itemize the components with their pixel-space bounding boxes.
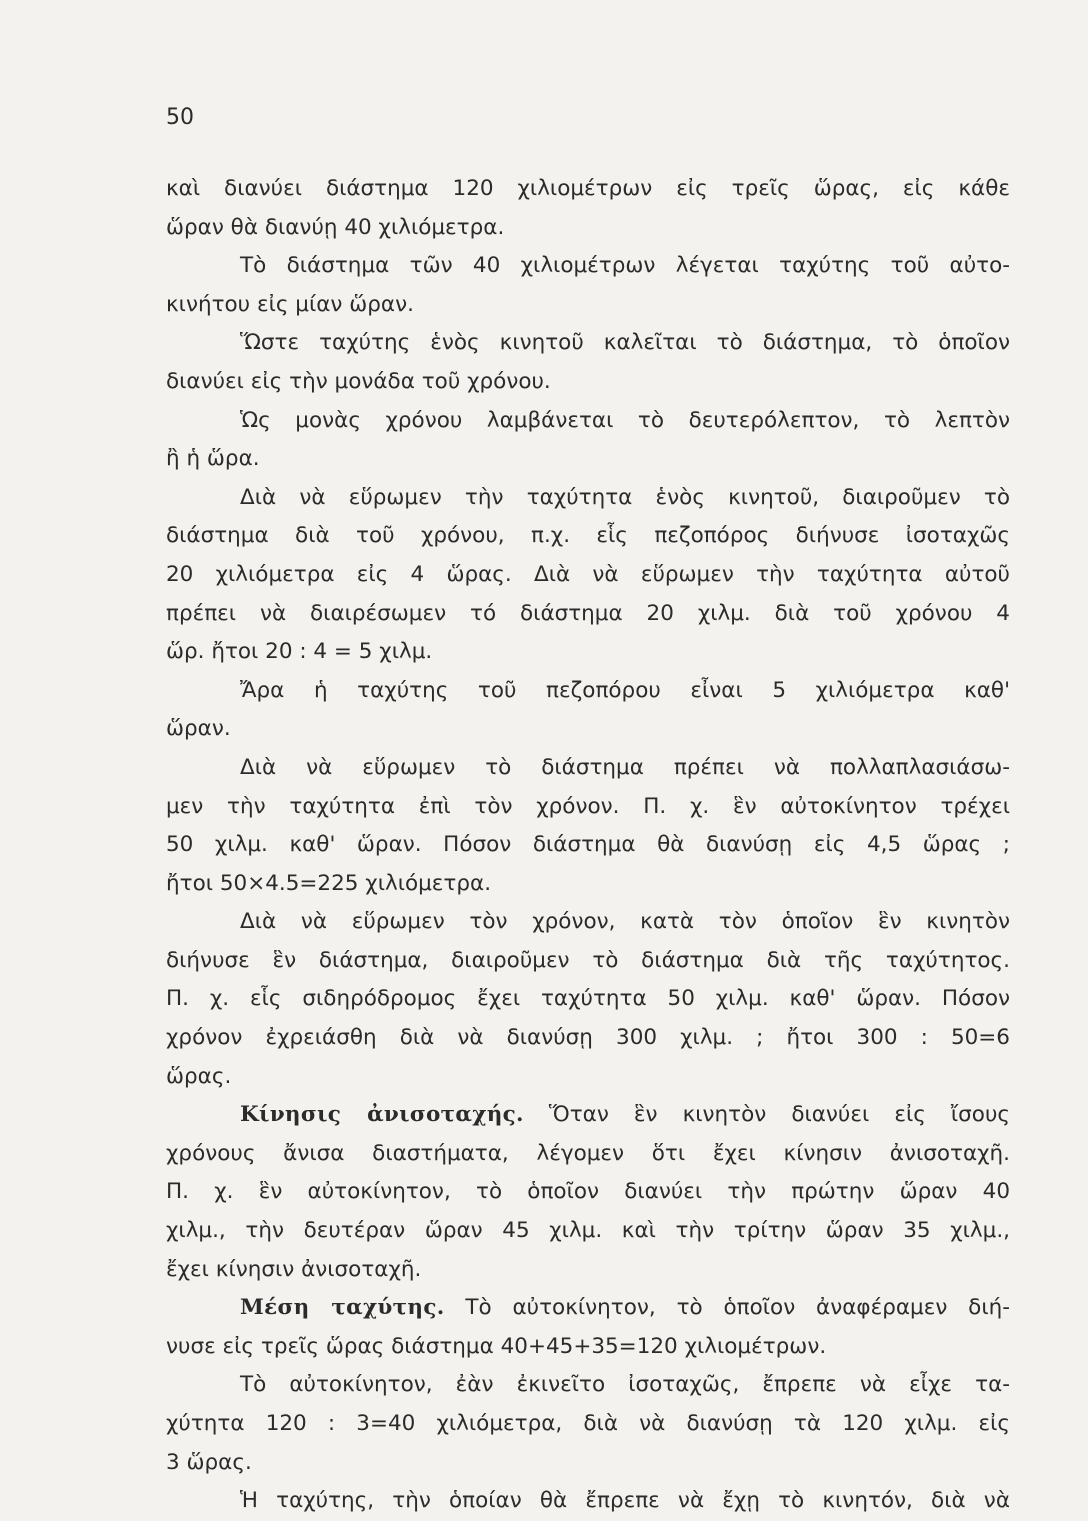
line-text: κινήτου εἰς μίαν ὥραν. <box>166 291 414 317</box>
text-line <box>166 170 1010 209</box>
text-line <box>166 710 1010 749</box>
line-text: ἤτοι 50×4.5=225 χιλιόμετρα. <box>166 870 492 896</box>
line-text: μεν τὴν ταχύτητα ἐπὶ τὸν χρόνον. Π. χ. ἓν αὐτοκίνητον τρέχει <box>166 793 1010 819</box>
line-text: 50 χιλμ. καθ' ὥραν. Πόσον διάστημα θὰ διανύσῃ εἰς 4,5 ὥρας ; <box>166 832 1010 858</box>
line-text: Ὡς μονὰς χρόνου λαμβάνεται τὸ δευτερόλεπτον, τὸ λεπτὸν <box>240 407 1010 433</box>
text-line <box>166 1058 1010 1097</box>
line-text: ὥραν θὰ διανύῃ 40 χιλιόμετρα. <box>166 214 505 240</box>
text-line <box>166 517 1010 556</box>
line-text: ὥραν. <box>166 716 231 742</box>
line-text: Τὸ αὐτοκίνητον, ἐὰν ἐκινεῖτο ἰσοταχῶς, ἔπρεπε νὰ εἶχε τα- <box>240 1372 1010 1398</box>
text-line <box>166 440 1010 479</box>
line-text: ὥρ. ἤτοι 20 : 4 = 5 χιλμ. <box>166 639 433 665</box>
line-text: διανύει εἰς τὴν μονάδα τοῦ χρόνου. <box>166 368 551 394</box>
text-line <box>166 1251 1010 1290</box>
line-text: πρέπει νὰ διαιρέσωμεν τό διάστημα 20 χιλμ. διὰ τοῦ χρόνου 4 <box>166 600 1010 626</box>
page-number: 50 <box>166 105 194 130</box>
text-line <box>166 1019 1010 1058</box>
line-text: ἔχει κίνησιν ἀνισοταχῆ. <box>166 1256 422 1282</box>
line-text: Τὸ διάστημα τῶν 40 χιλιομέτρων λέγεται ταχύτης τοῦ αὐτο- <box>240 253 1010 279</box>
line-text: Ὥστε ταχύτης ἑνὸς κινητοῦ καλεῖται τὸ διάστημα, τὸ ὁποῖον <box>240 330 1010 356</box>
line-text: χρόνον ἐχρειάσθη διὰ νὰ διανύσῃ 300 χιλμ. ; ἤτοι 300 : 50=6 <box>166 1025 1010 1051</box>
text-line <box>166 1096 1010 1135</box>
text-line <box>166 1444 1010 1483</box>
text-line <box>166 865 1010 904</box>
line-text: διάστημα διὰ τοῦ χρόνου, π.χ. εἷς πεζοπόρος διήνυσε ἰσοταχῶς <box>166 523 1010 549</box>
text-line <box>166 247 1010 286</box>
text-line <box>166 1328 1010 1367</box>
text-line <box>166 1405 1010 1444</box>
text-line <box>166 749 1010 788</box>
text-line <box>166 633 1010 672</box>
text-line <box>166 479 1010 518</box>
line-text: χρόνους ἄνισα διαστήματα, λέγομεν ὅτι ἔχει κίνησιν ἀνισοταχῆ. <box>166 1140 1010 1166</box>
text-line <box>166 788 1010 827</box>
line-text: καὶ διανύει διάστημα 120 χιλιομέτρων εἰς τρεῖς ὥρας, εἰς κάθε <box>166 176 1010 201</box>
section-heading: Μέση ταχύτης. <box>240 1295 445 1321</box>
line-text: χύτητα 120 : 3=40 χιλιόμετρα, διὰ νὰ διανύσῃ τὰ 120 χιλμ. εἰς <box>166 1411 1010 1436</box>
text-line <box>166 672 1010 711</box>
line-text: 20 χιλιόμετρα εἰς 4 ὥρας. Διὰ νὰ εὕρωμεν τὴν ταχύτητα αὐτοῦ <box>166 561 1010 587</box>
line-text: ἢ ἡ ὥρα. <box>166 446 260 472</box>
text-line <box>166 1212 1010 1251</box>
line-text: Ἡ ταχύτης, τὴν ὁποίαν θὰ ἔπρεπε νὰ ἔχῃ τὸ κινητόν, διὰ νὰ <box>240 1488 1010 1514</box>
text-line <box>166 1482 1010 1521</box>
text-line <box>166 1289 1010 1328</box>
line-text: Διὰ νὰ εὕρωμεν τὸν χρόνον, κατὰ τὸν ὁποῖον ἓν κινητὸν <box>240 909 1010 935</box>
text-line <box>166 980 1010 1019</box>
line-text: Π. χ. ἓν αὐτοκίνητον, τὸ ὁποῖον διανύει τὴν πρώτην ὥραν 40 <box>166 1179 1010 1205</box>
text-line <box>166 209 1010 248</box>
text-line <box>166 1173 1010 1212</box>
line-text: Τὸ αὐτοκίνητον, τὸ ὁποῖον ἀναφέραμεν διή- <box>444 1295 1010 1321</box>
text-line <box>166 286 1010 325</box>
text-line <box>166 942 1010 981</box>
line-text: Ὅταν ἓν κινητὸν διανύει εἰς ἴσους <box>523 1102 1011 1128</box>
text-line <box>166 363 1010 402</box>
text-line <box>166 402 1010 441</box>
text-line <box>166 595 1010 634</box>
text-line <box>166 903 1010 942</box>
text-line <box>166 324 1010 363</box>
section-heading: Κίνησις ἀνισοταχής. <box>240 1102 524 1128</box>
line-text: νυσε εἰς τρεῖς ὥρας διάστημα 40+45+35=120 χιλιομέτρων. <box>166 1333 827 1359</box>
body-text <box>166 170 1010 1521</box>
line-text: Διὰ νὰ εὕρωμεν τὸ διάστημα πρέπει νὰ πολλαπλασιάσω- <box>240 754 1010 780</box>
text-line <box>166 826 1010 865</box>
text-line <box>166 556 1010 595</box>
line-text: Ἄρα ἡ ταχύτης τοῦ πεζοπόρου εἶναι 5 χιλιόμετρα καθ' <box>240 677 1010 703</box>
line-text: χιλμ., τὴν δευτέραν ὥραν 45 χιλμ. καὶ τὴν τρίτην ὥραν 35 χιλμ., <box>166 1218 1010 1244</box>
line-text: Π. χ. εἷς σιδηρόδρομος ἔχει ταχύτητα 50 χιλμ. καθ' ὥραν. Πόσον <box>166 986 1010 1012</box>
line-text: Διὰ νὰ εὕρωμεν τὴν ταχύτητα ἑνὸς κινητοῦ, διαιροῦμεν τὸ <box>240 484 1010 510</box>
text-line <box>166 1135 1010 1174</box>
line-text: 3 ὥρας. <box>166 1449 252 1475</box>
line-text: ὥρας. <box>166 1063 232 1089</box>
text-line <box>166 1366 1010 1405</box>
line-text: διήνυσε ἓν διάστημα, διαιροῦμεν τὸ διάστημα διὰ τῆς ταχύτητος. <box>166 947 1010 973</box>
